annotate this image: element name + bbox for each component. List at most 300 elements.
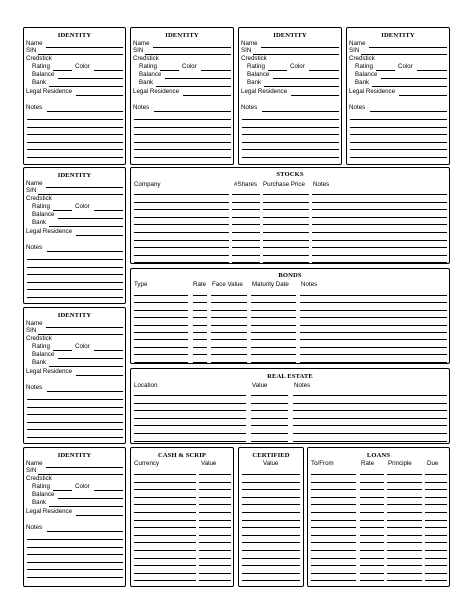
table-rule-line bbox=[134, 262, 229, 263]
table-rule-line bbox=[311, 550, 356, 551]
color-line bbox=[94, 350, 123, 351]
table-rule-line bbox=[242, 573, 300, 574]
table-rule-line bbox=[251, 347, 296, 348]
table-rule-line bbox=[134, 441, 246, 442]
stocks-col-notes: Notes bbox=[313, 181, 330, 188]
table-rule-line bbox=[134, 550, 196, 551]
notes-line bbox=[27, 297, 123, 298]
color-line bbox=[94, 210, 123, 211]
table-rule-line bbox=[300, 354, 447, 355]
table-rule-line bbox=[134, 295, 188, 296]
table-rule-line bbox=[387, 489, 422, 490]
table-rule-line bbox=[387, 512, 422, 513]
table-rule-line bbox=[134, 512, 196, 513]
balance-line bbox=[58, 218, 123, 219]
balance-line bbox=[58, 78, 123, 79]
table-rule-line bbox=[312, 247, 447, 248]
table-rule-line bbox=[211, 339, 247, 340]
table-rule-line bbox=[193, 317, 207, 318]
legal-residence-line bbox=[399, 95, 447, 96]
notes-line bbox=[27, 157, 123, 158]
identity-box-1 bbox=[23, 27, 126, 165]
notes-line bbox=[242, 149, 339, 150]
table-rule-line bbox=[251, 403, 288, 404]
notes-line bbox=[27, 554, 123, 555]
table-rule-line bbox=[425, 520, 447, 521]
identity-bank-label: Bank bbox=[32, 79, 47, 86]
table-rule-line bbox=[251, 418, 288, 419]
table-rule-line bbox=[211, 362, 247, 363]
table-rule-line bbox=[263, 202, 309, 203]
notes-line bbox=[27, 267, 123, 268]
table-rule-line bbox=[311, 565, 356, 566]
table-rule-line bbox=[360, 573, 384, 574]
cash-col-value: Value bbox=[201, 460, 217, 467]
rating-line bbox=[53, 210, 72, 211]
real-estate-title: REAL ESTATE bbox=[267, 373, 313, 380]
table-rule-line bbox=[134, 354, 188, 355]
table-rule-line bbox=[387, 542, 422, 543]
notes-line bbox=[27, 407, 123, 408]
table-rule-line bbox=[193, 347, 207, 348]
bonds-col-maturity: Maturity Date bbox=[252, 281, 289, 288]
table-rule-line bbox=[242, 512, 300, 513]
table-rule-line bbox=[134, 580, 196, 581]
identity-color-label: Color bbox=[75, 63, 90, 70]
color-line bbox=[417, 70, 447, 71]
table-rule-line bbox=[311, 535, 356, 536]
bonds-col-type: Type bbox=[134, 281, 148, 288]
identity-name-label: Name bbox=[349, 40, 366, 47]
notes-line bbox=[242, 127, 339, 128]
table-rule-line bbox=[293, 425, 447, 426]
table-rule-line bbox=[300, 347, 447, 348]
table-rule-line bbox=[387, 474, 422, 475]
table-rule-line bbox=[300, 339, 447, 340]
identity-title: IDENTITY bbox=[57, 32, 92, 39]
identity-box-5 bbox=[23, 167, 126, 304]
identity-color-label: Color bbox=[75, 343, 90, 350]
table-rule-line bbox=[134, 302, 188, 303]
identity-credstick-label: Credstick bbox=[26, 55, 52, 62]
table-rule-line bbox=[263, 247, 309, 248]
table-rule-line bbox=[311, 527, 356, 528]
table-rule-line bbox=[300, 295, 447, 296]
table-rule-line bbox=[134, 247, 229, 248]
identity-name-label: Name bbox=[26, 180, 43, 187]
identity-credstick-label: Credstick bbox=[349, 55, 375, 62]
notes-line bbox=[242, 142, 339, 143]
table-rule-line bbox=[134, 317, 188, 318]
bonds-box bbox=[130, 268, 450, 364]
notes-line bbox=[27, 274, 123, 275]
identity-sin-label: SIN bbox=[26, 327, 37, 334]
identity-color-label: Color bbox=[182, 63, 197, 70]
table-rule-line bbox=[387, 504, 422, 505]
table-rule-line bbox=[134, 217, 229, 218]
table-rule-line bbox=[300, 332, 447, 333]
table-rule-line bbox=[242, 504, 300, 505]
identity-name-label: Name bbox=[241, 40, 258, 47]
notes-line bbox=[350, 119, 447, 120]
bank-line bbox=[49, 86, 123, 87]
identity-balance-label: Balance bbox=[247, 71, 270, 78]
rating-line bbox=[53, 350, 72, 351]
bank-line bbox=[49, 226, 123, 227]
table-rule-line bbox=[263, 224, 309, 225]
identity-bank-label: Bank bbox=[32, 359, 47, 366]
notes-line bbox=[350, 149, 447, 150]
table-rule-line bbox=[263, 232, 309, 233]
table-rule-line bbox=[242, 520, 300, 521]
table-rule-line bbox=[293, 410, 447, 411]
table-rule-line bbox=[251, 332, 296, 333]
notes-line bbox=[27, 422, 123, 423]
table-rule-line bbox=[199, 482, 231, 483]
table-rule-line bbox=[251, 310, 296, 311]
table-rule-line bbox=[300, 302, 447, 303]
table-rule-line bbox=[134, 310, 188, 311]
table-rule-line bbox=[232, 209, 260, 210]
stocks-col-shares: #Shares bbox=[234, 181, 258, 188]
table-rule-line bbox=[232, 247, 260, 248]
table-rule-line bbox=[199, 474, 231, 475]
identity-title: IDENTITY bbox=[165, 32, 199, 39]
table-rule-line bbox=[387, 482, 422, 483]
identity-bank-label: Bank bbox=[355, 79, 370, 86]
notes-line bbox=[134, 119, 231, 120]
identity-legal-residence-label: Legal Residence bbox=[133, 88, 180, 95]
table-rule-line bbox=[232, 255, 260, 256]
real-estate-col-location: Location bbox=[134, 382, 158, 389]
table-rule-line bbox=[311, 520, 356, 521]
identity-sin-label: SIN bbox=[349, 47, 360, 54]
identity-notes-label: Notes bbox=[241, 104, 258, 111]
legal-residence-line bbox=[76, 235, 123, 236]
identity-legal-residence-label: Legal Residence bbox=[26, 88, 73, 95]
identity-credstick-label: Credstick bbox=[26, 475, 52, 482]
notes-line bbox=[134, 142, 231, 143]
table-rule-line bbox=[242, 558, 300, 559]
table-rule-line bbox=[311, 512, 356, 513]
identity-title: IDENTITY bbox=[381, 32, 415, 39]
table-rule-line bbox=[263, 194, 309, 195]
table-rule-line bbox=[134, 202, 229, 203]
rating-line bbox=[376, 70, 395, 71]
bonds-col-rate: Rate bbox=[193, 281, 207, 288]
table-rule-line bbox=[134, 332, 188, 333]
identity-rating-label: Rating bbox=[32, 343, 50, 350]
table-rule-line bbox=[311, 504, 356, 505]
notes-line bbox=[27, 437, 123, 438]
identity-box-2 bbox=[130, 27, 234, 165]
table-rule-line bbox=[134, 339, 188, 340]
bonds-col-notes: Notes bbox=[301, 281, 318, 288]
identity-name-label: Name bbox=[133, 40, 150, 47]
table-rule-line bbox=[251, 425, 288, 426]
table-rule-line bbox=[134, 542, 196, 543]
table-rule-line bbox=[232, 262, 260, 263]
identity-bank-label: Bank bbox=[139, 79, 154, 86]
notes-line bbox=[27, 547, 123, 548]
table-rule-line bbox=[311, 497, 356, 498]
notes-line bbox=[27, 127, 123, 128]
table-rule-line bbox=[425, 542, 447, 543]
notes-line bbox=[27, 119, 123, 120]
rating-line bbox=[268, 70, 287, 71]
table-rule-line bbox=[242, 497, 300, 498]
notes-line bbox=[47, 251, 123, 252]
table-rule-line bbox=[360, 565, 384, 566]
rating-line bbox=[53, 70, 72, 71]
rating-line bbox=[53, 490, 72, 491]
table-rule-line bbox=[242, 482, 300, 483]
loans-box bbox=[307, 447, 450, 587]
table-rule-line bbox=[242, 542, 300, 543]
table-rule-line bbox=[251, 325, 296, 326]
notes-line bbox=[27, 134, 123, 135]
table-rule-line bbox=[232, 240, 260, 241]
table-rule-line bbox=[251, 410, 288, 411]
color-line bbox=[94, 70, 123, 71]
identity-notes-label: Notes bbox=[26, 524, 43, 531]
table-rule-line bbox=[312, 209, 447, 210]
identity-legal-residence-label: Legal Residence bbox=[26, 228, 73, 235]
table-rule-line bbox=[242, 489, 300, 490]
notes-line bbox=[27, 414, 123, 415]
identity-title: IDENTITY bbox=[57, 452, 92, 459]
table-rule-line bbox=[242, 580, 300, 581]
table-rule-line bbox=[193, 295, 207, 296]
table-rule-line bbox=[251, 354, 296, 355]
identity-box-4 bbox=[346, 27, 450, 165]
table-rule-line bbox=[134, 347, 188, 348]
table-rule-line bbox=[211, 325, 247, 326]
table-rule-line bbox=[199, 558, 231, 559]
notes-line bbox=[242, 119, 339, 120]
table-rule-line bbox=[134, 474, 196, 475]
table-rule-line bbox=[199, 535, 231, 536]
table-rule-line bbox=[360, 474, 384, 475]
table-rule-line bbox=[425, 497, 447, 498]
identity-credstick-label: Credstick bbox=[26, 335, 52, 342]
legal-residence-line bbox=[76, 515, 123, 516]
real-estate-col-value: Value bbox=[252, 382, 268, 389]
table-rule-line bbox=[211, 354, 247, 355]
table-rule-line bbox=[263, 209, 309, 210]
identity-title: IDENTITY bbox=[57, 312, 92, 319]
table-rule-line bbox=[360, 558, 384, 559]
notes-line bbox=[350, 127, 447, 128]
table-rule-line bbox=[134, 565, 196, 566]
table-rule-line bbox=[134, 403, 246, 404]
bank-line bbox=[49, 506, 123, 507]
table-rule-line bbox=[311, 489, 356, 490]
name-line bbox=[46, 467, 123, 468]
notes-line bbox=[47, 111, 123, 112]
identity-rating-label: Rating bbox=[355, 63, 373, 70]
table-rule-line bbox=[312, 224, 447, 225]
table-rule-line bbox=[232, 232, 260, 233]
notes-line bbox=[27, 149, 123, 150]
table-rule-line bbox=[387, 535, 422, 536]
table-rule-line bbox=[134, 497, 196, 498]
notes-line bbox=[27, 539, 123, 540]
table-rule-line bbox=[425, 535, 447, 536]
table-rule-line bbox=[211, 332, 247, 333]
loans-col-rate: Rate bbox=[361, 460, 375, 467]
identity-box-3 bbox=[238, 27, 342, 165]
identity-legal-residence-label: Legal Residence bbox=[349, 88, 396, 95]
table-rule-line bbox=[312, 217, 447, 218]
table-rule-line bbox=[425, 504, 447, 505]
table-rule-line bbox=[425, 565, 447, 566]
table-rule-line bbox=[387, 527, 422, 528]
table-rule-line bbox=[425, 558, 447, 559]
identity-notes-label: Notes bbox=[133, 104, 150, 111]
table-rule-line bbox=[387, 565, 422, 566]
table-rule-line bbox=[251, 441, 288, 442]
table-rule-line bbox=[134, 425, 246, 426]
identity-box-6 bbox=[23, 307, 126, 444]
table-rule-line bbox=[134, 240, 229, 241]
table-rule-line bbox=[134, 489, 196, 490]
stocks-col-price: Purchase Price bbox=[263, 181, 305, 188]
notes-line bbox=[27, 282, 123, 283]
table-rule-line bbox=[134, 362, 188, 363]
color-line bbox=[309, 70, 339, 71]
notes-line bbox=[27, 399, 123, 400]
table-rule-line bbox=[360, 489, 384, 490]
identity-credstick-label: Credstick bbox=[241, 55, 267, 62]
notes-line bbox=[134, 157, 231, 158]
identity-balance-label: Balance bbox=[355, 71, 378, 78]
table-rule-line bbox=[199, 550, 231, 551]
table-rule-line bbox=[134, 558, 196, 559]
identity-balance-label: Balance bbox=[32, 491, 55, 498]
table-rule-line bbox=[425, 512, 447, 513]
table-rule-line bbox=[360, 527, 384, 528]
table-rule-line bbox=[134, 433, 246, 434]
identity-sin-label: SIN bbox=[241, 47, 252, 54]
identity-balance-label: Balance bbox=[32, 351, 55, 358]
name-line bbox=[153, 47, 231, 48]
bank-line bbox=[372, 86, 447, 87]
table-rule-line bbox=[263, 240, 309, 241]
cash-scrip-box bbox=[130, 447, 234, 587]
table-rule-line bbox=[193, 325, 207, 326]
table-rule-line bbox=[134, 418, 246, 419]
certified-title: CERTIFIED bbox=[252, 452, 290, 459]
table-rule-line bbox=[242, 527, 300, 528]
balance-line bbox=[58, 358, 123, 359]
table-rule-line bbox=[134, 255, 229, 256]
table-rule-line bbox=[232, 224, 260, 225]
table-rule-line bbox=[311, 573, 356, 574]
identity-notes-label: Notes bbox=[349, 104, 366, 111]
table-rule-line bbox=[211, 317, 247, 318]
table-rule-line bbox=[134, 527, 196, 528]
notes-line bbox=[134, 149, 231, 150]
balance-line bbox=[165, 78, 231, 79]
cash-col-currency: Currency bbox=[134, 460, 160, 467]
table-rule-line bbox=[360, 497, 384, 498]
bank-line bbox=[49, 366, 123, 367]
table-rule-line bbox=[312, 262, 447, 263]
notes-line bbox=[27, 429, 123, 430]
table-rule-line bbox=[193, 354, 207, 355]
certified-box bbox=[238, 447, 304, 587]
notes-line bbox=[262, 111, 339, 112]
table-rule-line bbox=[242, 565, 300, 566]
identity-sin-label: SIN bbox=[133, 47, 144, 54]
loans-col-principle: Principle bbox=[388, 460, 412, 467]
table-rule-line bbox=[425, 474, 447, 475]
legal-residence-line bbox=[76, 95, 123, 96]
notes-line bbox=[350, 157, 447, 158]
bonds-title: BONDS bbox=[278, 272, 302, 279]
table-rule-line bbox=[242, 550, 300, 551]
table-rule-line bbox=[251, 339, 296, 340]
table-rule-line bbox=[211, 310, 247, 311]
identity-rating-label: Rating bbox=[32, 63, 50, 70]
table-rule-line bbox=[360, 535, 384, 536]
balance-line bbox=[381, 78, 447, 79]
identity-rating-label: Rating bbox=[32, 203, 50, 210]
name-line bbox=[369, 47, 447, 48]
table-rule-line bbox=[300, 362, 447, 363]
table-rule-line bbox=[312, 232, 447, 233]
table-rule-line bbox=[311, 474, 356, 475]
identity-notes-label: Notes bbox=[26, 384, 43, 391]
identity-balance-label: Balance bbox=[139, 71, 162, 78]
table-rule-line bbox=[300, 325, 447, 326]
certified-col-value: Value bbox=[263, 460, 279, 467]
bank-line bbox=[156, 86, 231, 87]
balance-line bbox=[273, 78, 339, 79]
table-rule-line bbox=[312, 194, 447, 195]
table-rule-line bbox=[251, 362, 296, 363]
table-rule-line bbox=[232, 202, 260, 203]
notes-line bbox=[134, 127, 231, 128]
table-rule-line bbox=[425, 573, 447, 574]
table-rule-line bbox=[232, 194, 260, 195]
identity-name-label: Name bbox=[26, 40, 43, 47]
identity-sin-label: SIN bbox=[26, 47, 37, 54]
table-rule-line bbox=[193, 310, 207, 311]
notes-line bbox=[27, 562, 123, 563]
table-rule-line bbox=[360, 512, 384, 513]
legal-residence-line bbox=[76, 375, 123, 376]
color-line bbox=[201, 70, 231, 71]
bonds-col-face: Face Value bbox=[212, 281, 243, 288]
notes-line bbox=[27, 577, 123, 578]
table-rule-line bbox=[211, 347, 247, 348]
table-rule-line bbox=[293, 403, 447, 404]
identity-color-label: Color bbox=[290, 63, 305, 70]
table-rule-line bbox=[312, 255, 447, 256]
stocks-title: STOCKS bbox=[276, 171, 304, 178]
identity-color-label: Color bbox=[75, 203, 90, 210]
stocks-box bbox=[130, 167, 450, 264]
notes-line bbox=[242, 134, 339, 135]
table-rule-line bbox=[134, 224, 229, 225]
table-rule-line bbox=[134, 209, 229, 210]
legal-residence-line bbox=[291, 95, 339, 96]
notes-line bbox=[134, 134, 231, 135]
table-rule-line bbox=[232, 217, 260, 218]
notes-line bbox=[47, 391, 123, 392]
